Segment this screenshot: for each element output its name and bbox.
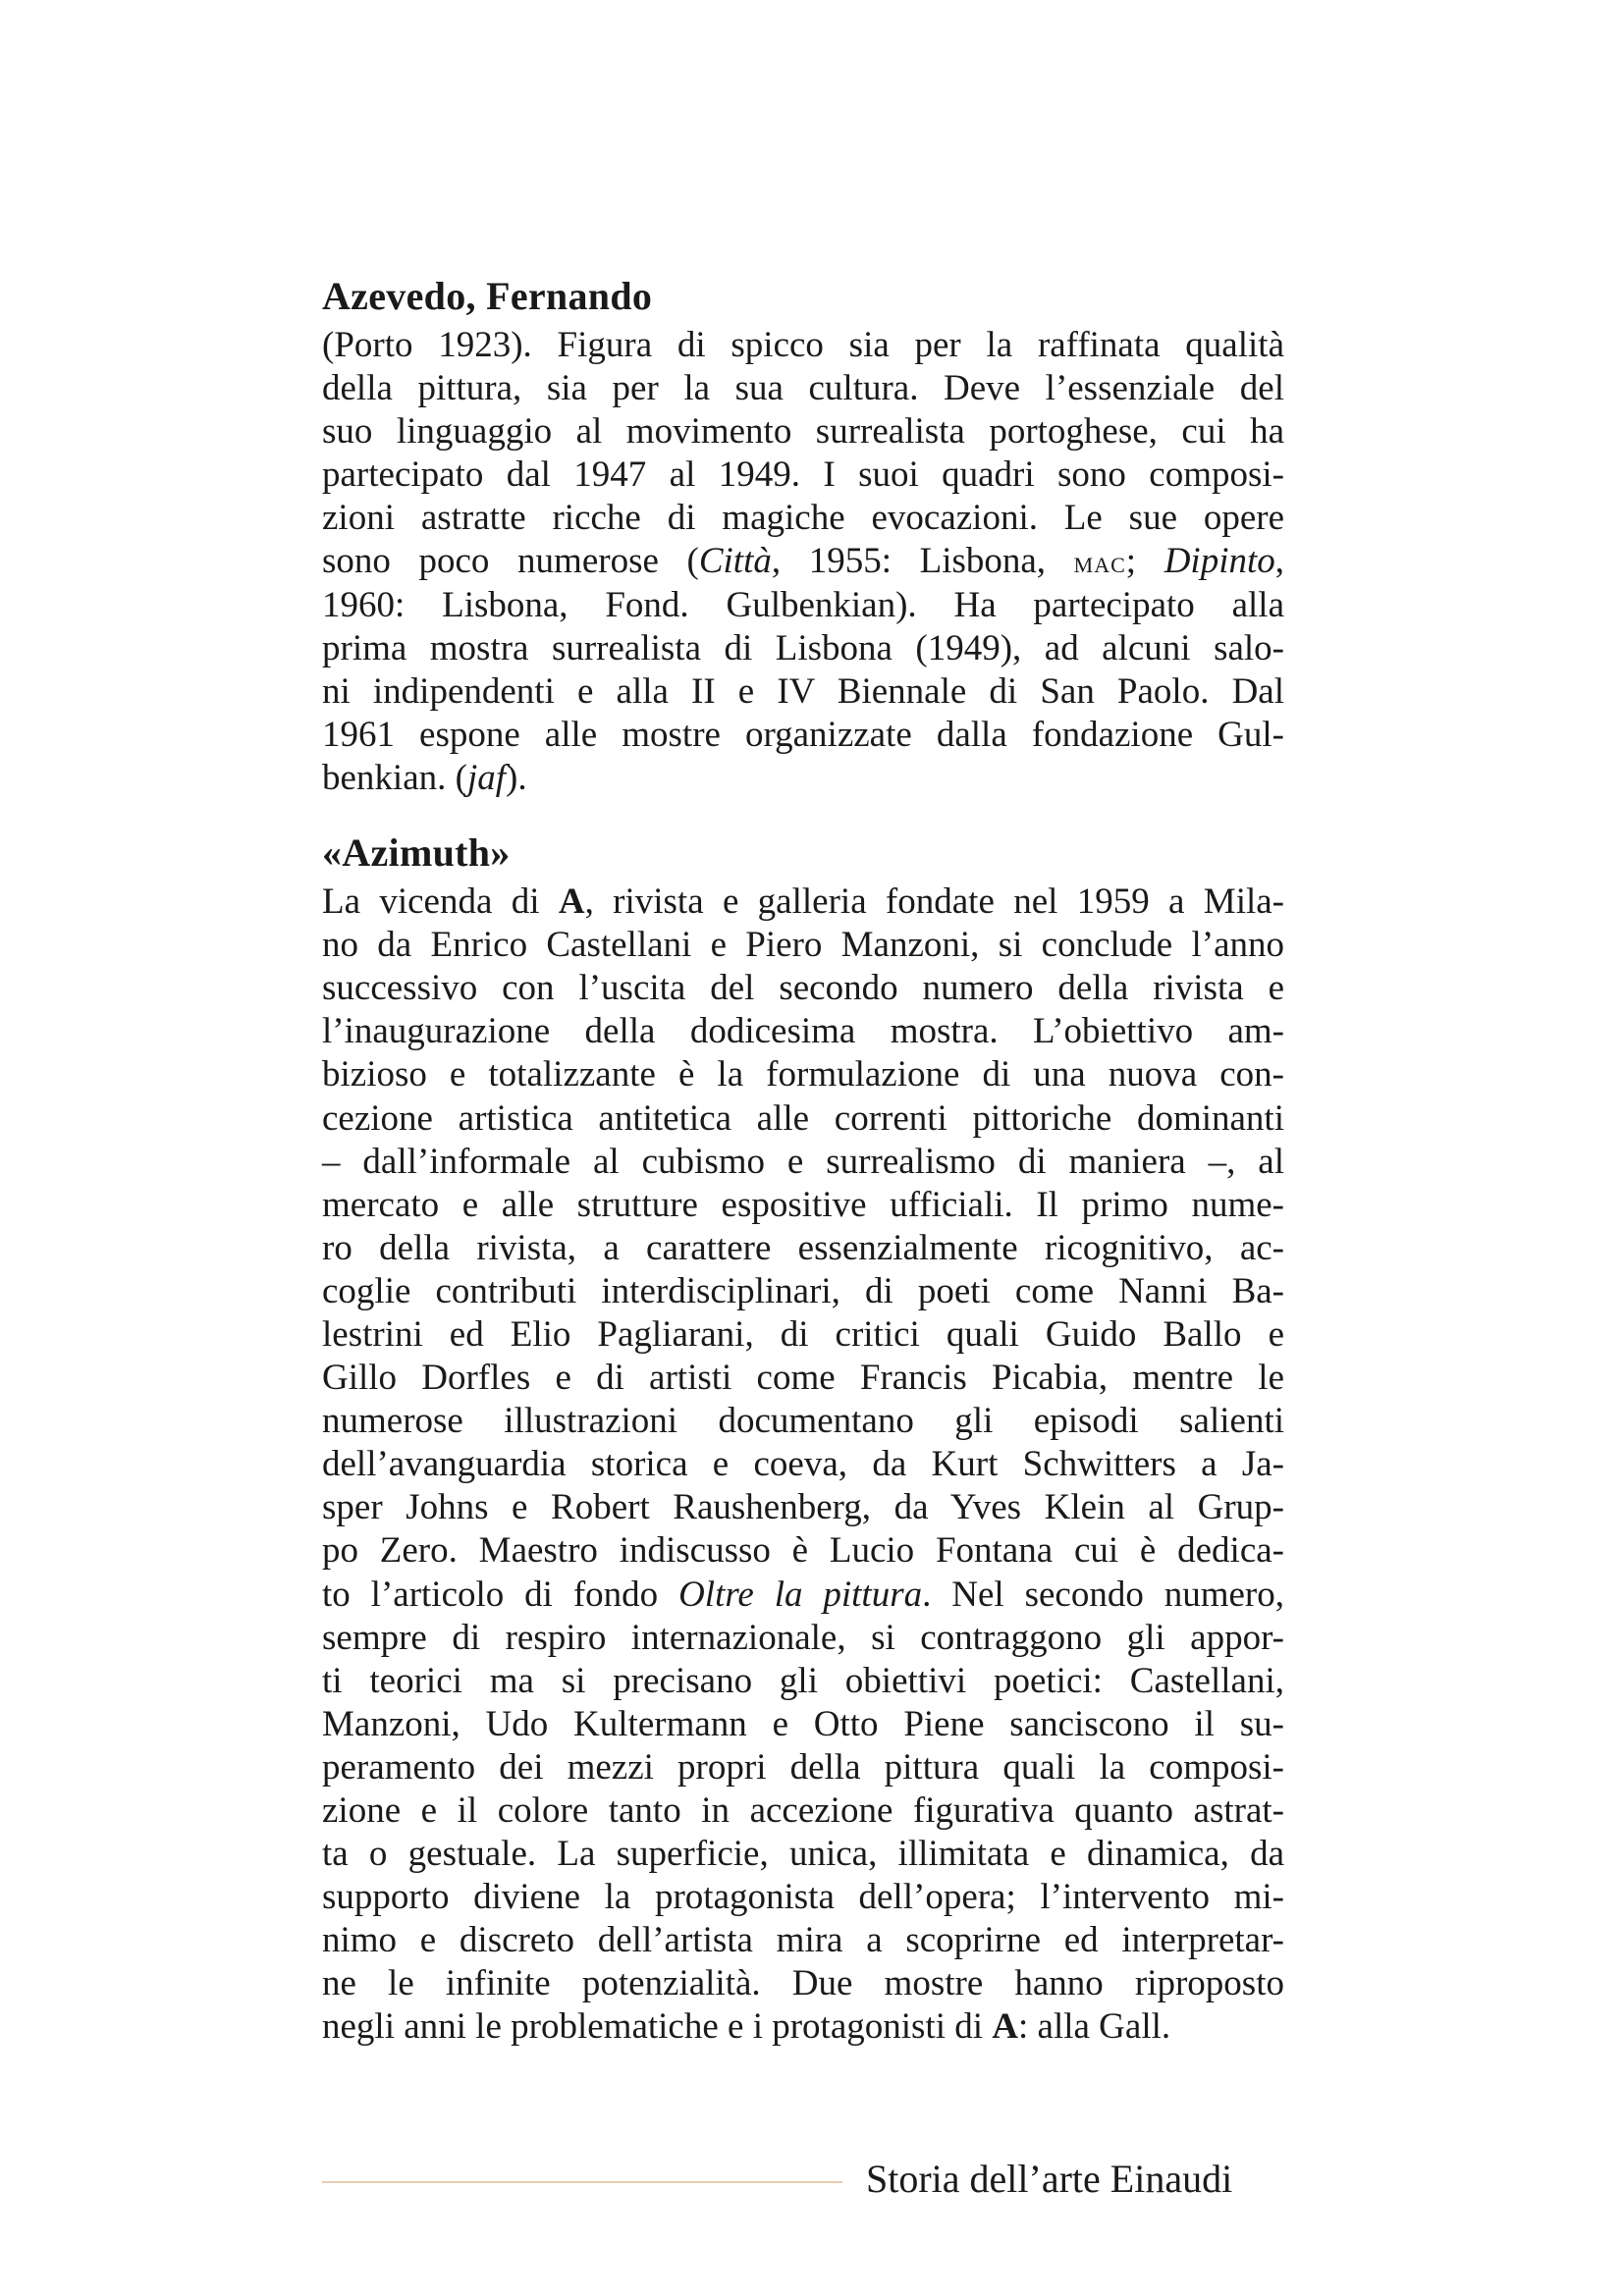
text-line: (Porto 1923). Figura di spicco sia per la raffinata qualità: [322, 325, 1284, 365]
text-line: 1961 espone alle mostre organizzate dalla fondazione Gul-: [322, 714, 1284, 755]
text-line: dell’avanguardia storica e coeva, da Kurt Schwitters a Ja-: [322, 1444, 1284, 1485]
italic-title: Oltre la pittura: [678, 1574, 923, 1615]
text-line: supporto diviene la protagonista dell’opera; l’intervento mi-: [322, 1877, 1284, 1918]
text-line: ti teorici ma si precisano gli obiettivi poetici: Castellani,: [322, 1660, 1284, 1701]
text-run: negli anni le problematiche e i protagonisti di: [322, 2006, 993, 2048]
text-line: della pittura, sia per la sua cultura. Deve l’essenziale del: [322, 368, 1284, 409]
text-line: – dall’informale al cubismo e surrealismo di maniera –, al: [322, 1141, 1284, 1182]
text-line: Gillo Dorfles e di artisti come Francis Picabia, mentre le: [322, 1358, 1284, 1399]
text-line: ta o gestuale. La superficie, unica, illimitata e dinamica, da: [322, 1834, 1284, 1875]
text-run: La vicenda di: [322, 881, 559, 923]
text-line: l’inaugurazione della dodicesima mostra. L’obiettivo am-: [322, 1011, 1284, 1052]
small-caps-abbrev: mac: [1073, 544, 1126, 580]
text-line: [322, 757, 1284, 800]
text-line: [322, 881, 1284, 924]
text-run: benkian. (: [322, 757, 467, 798]
entry-body: [322, 324, 1284, 800]
text-line: ro della rivista, a carattere essenzialmente ricognitivo, ac-: [322, 1227, 1284, 1268]
text-line: 1960: Lisbona, Fond. Gulbenkian). Ha partecipato alla: [322, 584, 1284, 625]
footer-publisher: Storia dell’arte Einaudi: [866, 2157, 1233, 2201]
page-content: [322, 273, 1284, 2050]
text-line: zione e il colore tanto in accezione figurativa quanto astrat-: [322, 1790, 1284, 1831]
text-run: . Nel secondo numero,: [922, 1574, 1284, 1615]
text-line: peramento dei mezzi propri della pittura quali la composi-: [322, 1746, 1284, 1788]
text-line: zioni astratte ricche di magiche evocazioni. Le sue opere: [322, 498, 1284, 539]
entry-body: [322, 881, 1284, 2050]
text-run: : alla Gall.: [1018, 2006, 1171, 2048]
text-run: , rivista e galleria fondate nel 1959 a Mila-: [584, 881, 1284, 923]
text-line: sper Johns e Robert Raushenberg, da Yves Klein al Grup-: [322, 1487, 1284, 1528]
text-line: suo linguaggio al movimento surrealista portoghese, cui ha: [322, 411, 1284, 453]
text-line: numerose illustrazioni documentano gli episodi salienti: [322, 1401, 1284, 1442]
footer-rule: [322, 2181, 842, 2183]
text-run: sono poco numerose (: [322, 541, 699, 582]
text-run: ,: [1274, 541, 1284, 582]
bold-abbrev: A: [558, 881, 585, 923]
text-line: [322, 1574, 1284, 1617]
text-line: po Zero. Maestro indiscusso è Lucio Fontana cui è dedica-: [322, 1530, 1284, 1572]
text-line: cezione artistica antitetica alle correnti pittoriche dominanti: [322, 1097, 1284, 1139]
text-line: bizioso e totalizzante è la formulazione di una nuova con-: [322, 1054, 1284, 1095]
italic-title: Dipinto: [1163, 541, 1275, 582]
text-line: mercato e alle strutture espositive ufficiali. Il primo nume-: [322, 1184, 1284, 1225]
entry-title: «Azimuth»: [322, 830, 511, 876]
italic-title: Città: [698, 541, 772, 582]
text-run: , 1955: Lisbona,: [771, 541, 1074, 582]
text-line: lestrini ed Elio Pagliarani, di critici quali Guido Ballo e: [322, 1313, 1284, 1355]
entry-azimuth: [322, 829, 1284, 2050]
text-line: ne le infinite potenzialità. Due mostre hanno riproposto: [322, 1963, 1284, 2004]
text-line: no da Enrico Castellani e Piero Manzoni, si conclude l’anno: [322, 925, 1284, 966]
text-line: ni indipendenti e alla II e IV Biennale di San Paolo. Dal: [322, 670, 1284, 712]
text-run: ;: [1125, 541, 1164, 582]
text-line: [322, 2005, 1284, 2049]
text-line: nimo e discreto dell’artista mira a scoprirne ed interpretar-: [322, 1920, 1284, 1961]
text-line: sempre di respiro internazionale, si contraggono gli appor-: [322, 1617, 1284, 1658]
text-run: ).: [506, 757, 527, 798]
text-line: prima mostra surrealista di Lisbona (1949), ad alcuni salo-: [322, 627, 1284, 668]
text-run: to l’articolo di fondo: [322, 1574, 679, 1615]
text-line: successivo con l’uscita del secondo numero della rivista e: [322, 968, 1284, 1009]
text-line: [322, 540, 1284, 583]
entry-azevedo: [322, 273, 1284, 800]
text-line: coglie contributi interdisciplinari, di poeti come Nanni Ba-: [322, 1270, 1284, 1311]
entry-title: Azevedo, Fernando: [322, 274, 653, 318]
text-line: partecipato dal 1947 al 1949. I suoi quadri sono composi-: [322, 454, 1284, 496]
bold-abbrev: A: [992, 2006, 1018, 2048]
author-initials: jaf: [466, 757, 507, 798]
text-line: Manzoni, Udo Kultermann e Otto Piene sanciscono il su-: [322, 1703, 1284, 1744]
